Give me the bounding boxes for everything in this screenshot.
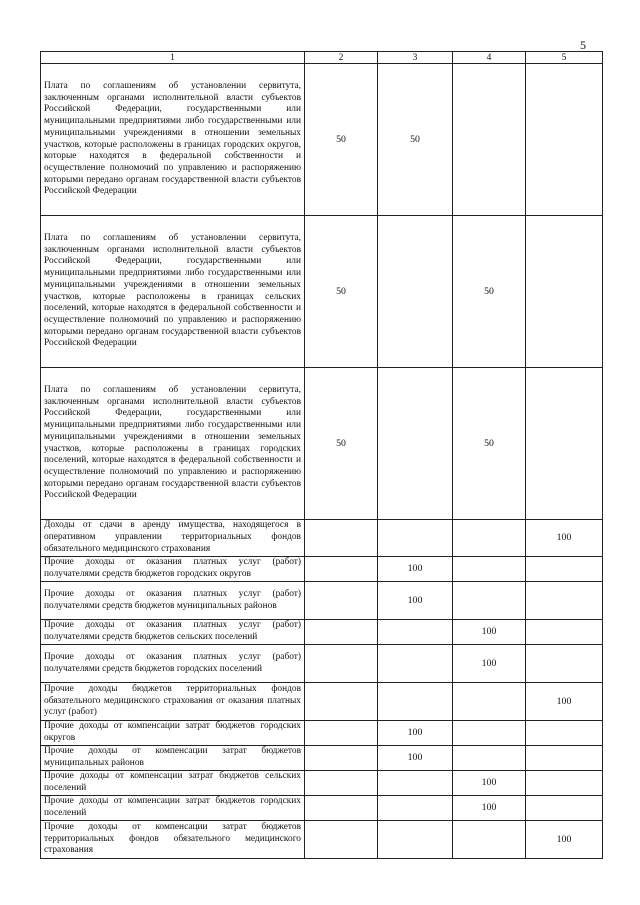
table-row [41, 721, 603, 746]
table-row [41, 771, 603, 796]
cell-col2 [305, 771, 378, 796]
cell-col4: 50 [453, 216, 526, 368]
table-row [41, 796, 603, 821]
cell-col4 [453, 520, 526, 557]
income-description: Доходы от сдачи в аренду имущества, находящегося в оперативном управлении территориальных фондов обязательного медицинского страхования [41, 520, 305, 557]
income-description: Прочие доходы от компенсации затрат бюджетов городских округов [41, 721, 305, 746]
table-row [41, 645, 603, 683]
table-row [41, 582, 603, 620]
table-row [41, 520, 603, 557]
cell-col2 [305, 821, 378, 859]
cell-col2 [305, 645, 378, 683]
cell-col3 [378, 520, 453, 557]
cell-col5 [526, 557, 603, 582]
income-description: Прочие доходы от компенсации затрат бюджетов муниципальных районов [41, 746, 305, 771]
cell-col3 [378, 771, 453, 796]
cell-col5 [526, 645, 603, 683]
cell-col2 [305, 683, 378, 721]
column-header: 5 [526, 52, 603, 64]
header-row [41, 52, 603, 64]
table-row [41, 216, 603, 368]
cell-col2 [305, 620, 378, 645]
cell-col3 [378, 620, 453, 645]
cell-col2: 50 [305, 368, 378, 520]
cell-col3: 50 [378, 64, 453, 216]
cell-col2 [305, 582, 378, 620]
table-row [41, 368, 603, 520]
table-row [41, 557, 603, 582]
revenue-distribution-table [40, 51, 603, 859]
cell-col3 [378, 645, 453, 683]
cell-col5 [526, 620, 603, 645]
cell-col5 [526, 771, 603, 796]
cell-col3 [378, 216, 453, 368]
cell-col3 [378, 368, 453, 520]
cell-col4 [453, 721, 526, 746]
table-row [41, 620, 603, 645]
income-description: Прочие доходы от оказания платных услуг (работ) получателями средств бюджетов сельских поселений [41, 620, 305, 645]
cell-col4: 100 [453, 771, 526, 796]
cell-col2 [305, 746, 378, 771]
cell-col3: 100 [378, 557, 453, 582]
cell-col5 [526, 64, 603, 216]
cell-col3: 100 [378, 582, 453, 620]
cell-col5 [526, 721, 603, 746]
cell-col2: 50 [305, 64, 378, 216]
table-row [41, 746, 603, 771]
cell-col2: 50 [305, 216, 378, 368]
cell-col4 [453, 821, 526, 859]
income-description: Прочие доходы от оказания платных услуг (работ) получателями средств бюджетов городских поселений [41, 645, 305, 683]
cell-col5: 100 [526, 520, 603, 557]
cell-col5 [526, 216, 603, 368]
cell-col5: 100 [526, 821, 603, 859]
cell-col5 [526, 796, 603, 821]
column-header: 2 [305, 52, 378, 64]
income-description: Прочие доходы от компенсации затрат бюджетов сельских поселений [41, 771, 305, 796]
income-description: Прочие доходы от компенсации затрат бюджетов городских поселений [41, 796, 305, 821]
cell-col2 [305, 557, 378, 582]
income-description: Плата по соглашениям об установлении сервитута, заключенным органами исполнительной власти субъектов Российской Федерации, государственными или муниципальными предприятиями либо государственными или муниципальными учреждениями в отношении земельных участков, которые расположены в границах сельских поселений, которые находятся в федеральной собственности и осуществление полномочий по управлению и распоряжению которыми передано органам государственной власти субъектов Российской Федерации [41, 216, 305, 368]
cell-col4: 50 [453, 368, 526, 520]
cell-col4 [453, 64, 526, 216]
income-description: Плата по соглашениям об установлении сервитута, заключенным органами исполнительной власти субъектов Российской Федерации, государственными или муниципальными предприятиями либо государственными или муниципальными учреждениями в отношении земельных участков, которые расположены в границах городских поселений, которые находятся в федеральной собственности и осуществление полномочий по управлению и распоряжению которыми передано органам государственной власти субъектов Российской Федерации [41, 368, 305, 520]
table-row [41, 683, 603, 721]
cell-col3 [378, 821, 453, 859]
cell-col2 [305, 796, 378, 821]
cell-col4 [453, 582, 526, 620]
cell-col3 [378, 796, 453, 821]
income-description: Прочие доходы бюджетов территориальных фондов обязательного медицинского страхования от оказания платных услуг (работ) [41, 683, 305, 721]
cell-col5 [526, 746, 603, 771]
cell-col4 [453, 683, 526, 721]
cell-col4: 100 [453, 620, 526, 645]
cell-col4 [453, 746, 526, 771]
cell-col2 [305, 520, 378, 557]
income-description: Прочие доходы от компенсации затрат бюджетов территориальных фондов обязательного медицинского страхования [41, 821, 305, 859]
cell-col3: 100 [378, 721, 453, 746]
table-row [41, 64, 603, 216]
income-description: Прочие доходы от оказания платных услуг (работ) получателями средств бюджетов муниципальных районов [41, 582, 305, 620]
cell-col4: 100 [453, 796, 526, 821]
page-number: 5 [580, 38, 586, 52]
cell-col5 [526, 582, 603, 620]
column-header: 1 [41, 52, 305, 64]
income-description: Прочие доходы от оказания платных услуг (работ) получателями средств бюджетов городских округов [41, 557, 305, 582]
table-row [41, 821, 603, 859]
income-description: Плата по соглашениям об установлении сервитута, заключенным органами исполнительной власти субъектов Российской Федерации, государственными или муниципальными предприятиями либо государственными или муниципальными учреждениями в отношении земельных участков, которые расположены в границах городских округов, которые находятся в федеральной собственности и осуществление полномочий по управлению и распоряжению которыми передано органам государственной власти субъектов Российской Федерации [41, 64, 305, 216]
cell-col4: 100 [453, 645, 526, 683]
cell-col3: 100 [378, 746, 453, 771]
column-header: 4 [453, 52, 526, 64]
cell-col5 [526, 368, 603, 520]
cell-col3 [378, 683, 453, 721]
cell-col2 [305, 721, 378, 746]
column-header: 3 [378, 52, 453, 64]
cell-col5: 100 [526, 683, 603, 721]
cell-col4 [453, 557, 526, 582]
